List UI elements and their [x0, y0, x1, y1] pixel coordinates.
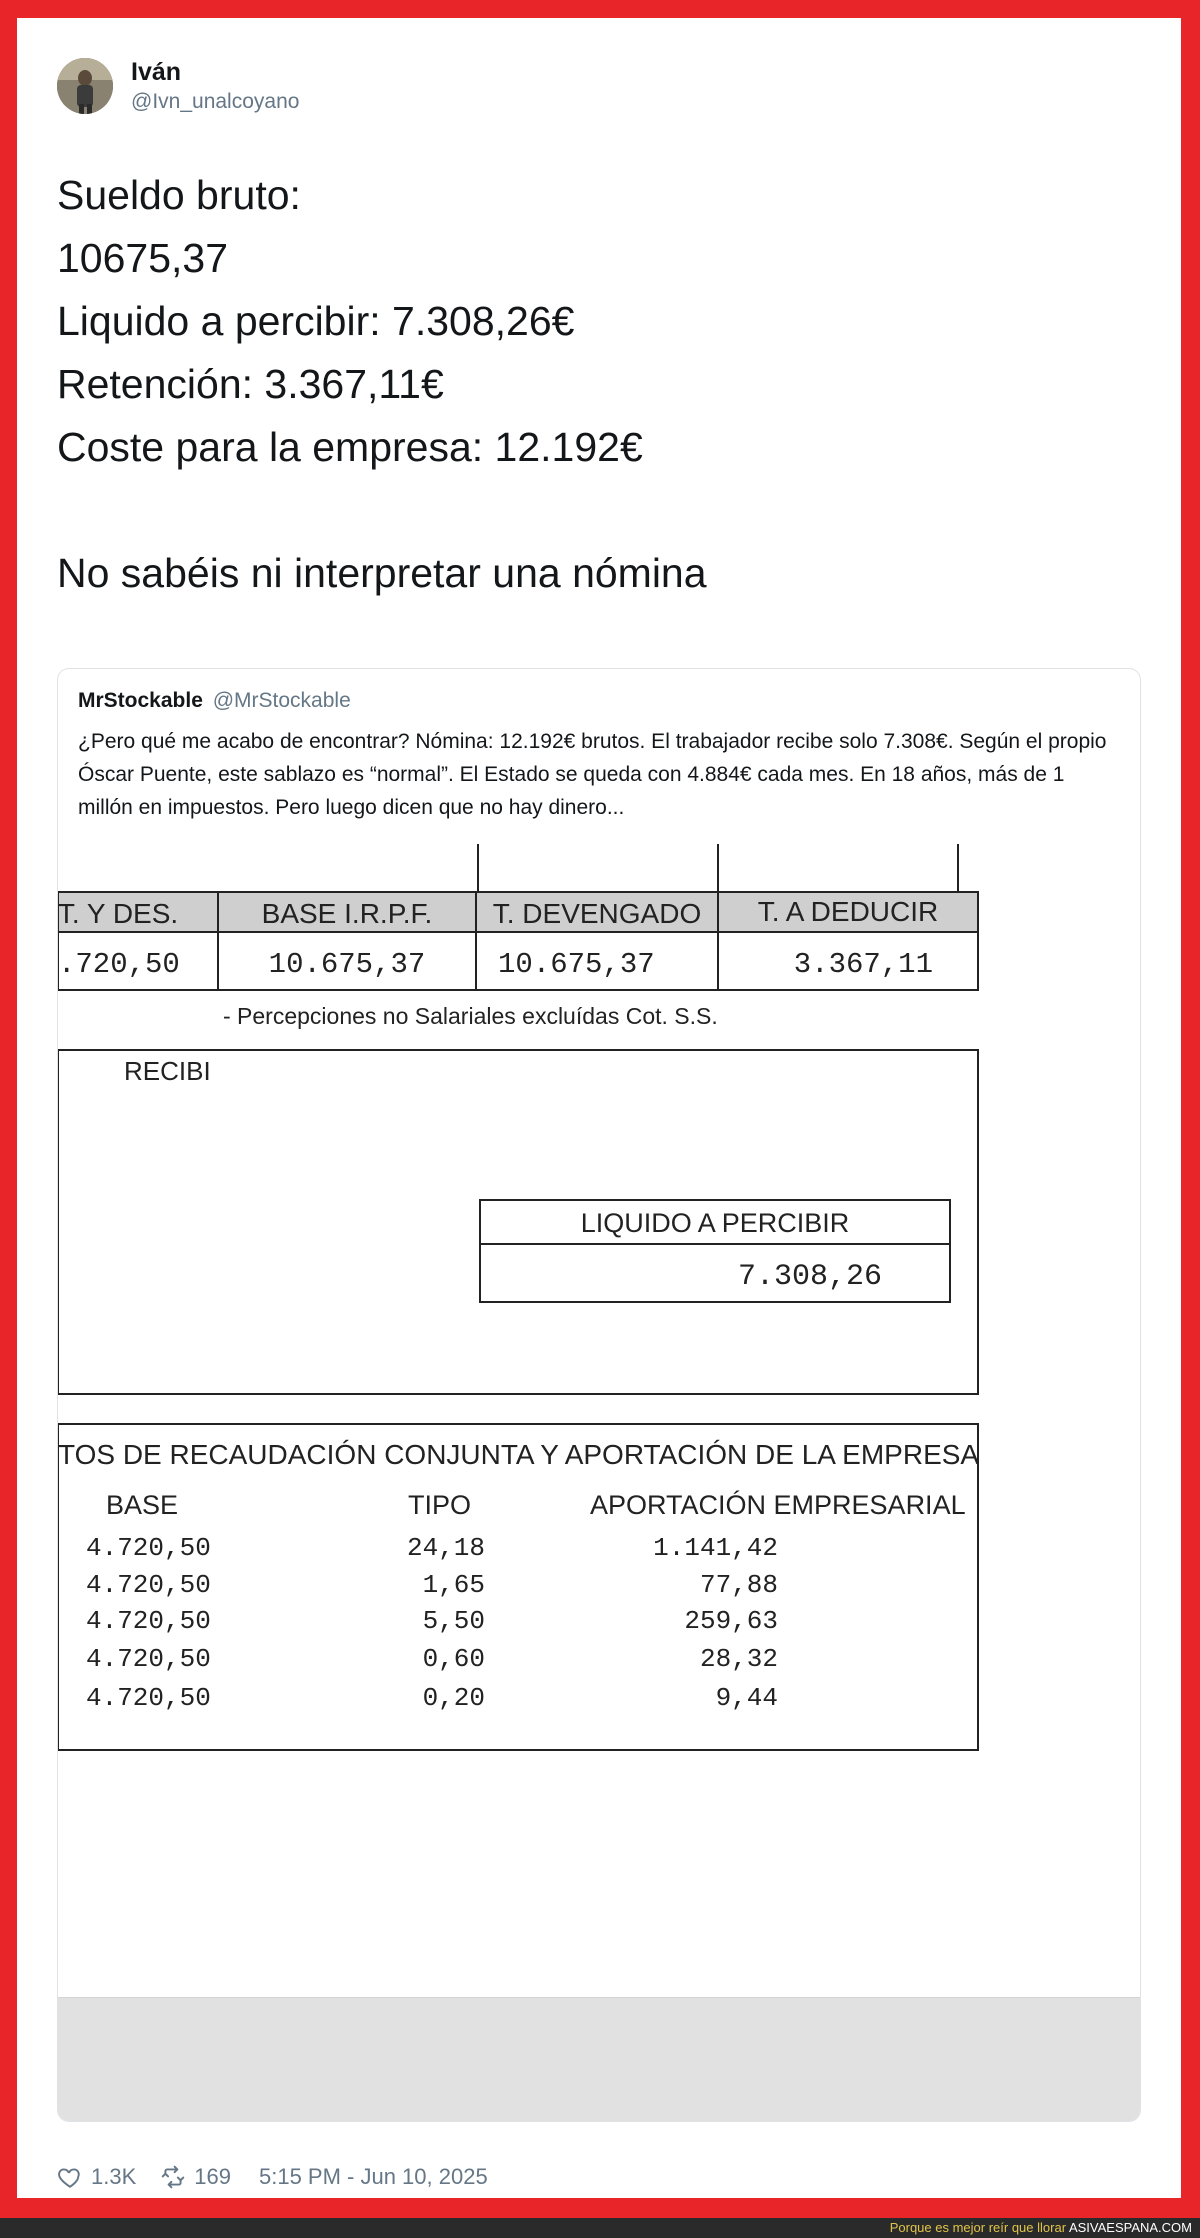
footer-slogan: Porque es mejor reír que llorar [889, 2220, 1067, 2235]
author-name[interactable]: Iván [131, 58, 182, 86]
site-footer [0, 2218, 1200, 2238]
payslip-header: T. Y DES. [58, 898, 179, 929]
like-button[interactable] [57, 2164, 136, 2190]
quoted-author-handle[interactable]: @MrStockable [212, 689, 351, 712]
contrib-tipo: 0,20 [422, 1683, 485, 1713]
tweet-line: Retención: 3.367,11€ [57, 361, 444, 407]
retweet-button[interactable] [160, 2164, 231, 2190]
contrib-col-header: APORTACIÓN EMPRESARIAL [590, 1490, 966, 1520]
quoted-image-footer [58, 1997, 1140, 2122]
payslip-value: 3.367,11 [793, 948, 933, 981]
quoted-author-name[interactable]: MrStockable [78, 689, 203, 712]
liquido-value: 7.308,26 [737, 1260, 882, 1294]
payslip-header: BASE I.R.P.F. [261, 898, 433, 929]
contrib-tipo: 0,60 [422, 1644, 485, 1674]
footer-brand[interactable]: ASIVAESPANA.COM [1068, 2220, 1192, 2235]
avatar[interactable] [57, 58, 113, 114]
tweet-line: Sueldo bruto: [57, 172, 301, 218]
tweet-line: 10675,37 [57, 235, 229, 281]
tweet-card [17, 18, 1181, 2198]
contrib-col-header: TIPO [408, 1490, 472, 1520]
payslip-value: .720,50 [58, 948, 180, 981]
heart-icon [57, 2164, 83, 2190]
contrib-base: 4.720,50 [86, 1570, 211, 1600]
tweet-line: Liquido a percibir: 7.308,26€ [57, 298, 575, 344]
contrib-base: 4.720,50 [86, 1533, 211, 1563]
tweet-text [57, 164, 1137, 605]
liquido-label: LIQUIDO A PERCIBIR [580, 1208, 850, 1238]
like-count: 1.3K [91, 2164, 137, 2189]
payslip-image[interactable] [58, 844, 1140, 1994]
contrib-base: 4.720,50 [86, 1606, 211, 1636]
contrib-tipo: 1,65 [422, 1570, 485, 1600]
payslip-value: 10.675,37 [498, 948, 655, 981]
timestamp[interactable]: 5:15 PM - Jun 10, 2025 [258, 2164, 488, 2189]
payslip-header: T. A DEDUCIR [757, 896, 939, 927]
retweet-icon [160, 2164, 186, 2190]
quoted-tweet[interactable] [57, 668, 1141, 2122]
contrib-base: 4.720,50 [86, 1683, 211, 1713]
contrib-tipo: 5,50 [422, 1606, 485, 1636]
tweet-line [57, 479, 1137, 542]
payslip-recibi: RECIBI [124, 1056, 211, 1086]
quoted-text: ¿Pero qué me acabo de encontrar? Nómina: 12.192€ brutos. El trabajador recibe solo 7.308€. Según el propio Óscar Puente, este sablazo es “normal”. El Estado se queda con 4.884€ cada mes. En 18 años, más de 1 millón en impuestos. Pero luego dicen que no hay dinero... [78, 730, 1107, 819]
payslip-header: T. DEVENGADO [492, 898, 702, 929]
contrib-tipo: 24,18 [406, 1533, 485, 1563]
payslip-value: 10.675,37 [268, 948, 426, 981]
contrib-aportacion: 77,88 [699, 1570, 778, 1600]
contrib-base: 4.720,50 [86, 1644, 211, 1674]
tweet-actions [57, 2160, 488, 2194]
quoted-author[interactable] [78, 689, 351, 713]
tweet-line: No sabéis ni interpretar una nómina [57, 550, 707, 596]
section-title: TOS DE RECAUDACIÓN CONJUNTA Y APORTACIÓN DE LA EMPRESA [58, 1439, 980, 1470]
payslip-note: - Percepciones no Salariales excluídas Cot. S.S. [223, 1003, 718, 1029]
contrib-aportacion: 28,32 [699, 1644, 778, 1674]
contrib-aportacion: 1.141,42 [653, 1533, 778, 1563]
contrib-aportacion: 259,63 [684, 1606, 778, 1636]
retweet-count: 169 [194, 2164, 231, 2189]
tweet-line: Coste para la empresa: 12.192€ [57, 424, 643, 470]
author-handle[interactable]: @Ivn_unalcoyano [131, 90, 300, 113]
contrib-aportacion: 9,44 [715, 1683, 778, 1713]
contrib-col-header: BASE [106, 1490, 179, 1520]
